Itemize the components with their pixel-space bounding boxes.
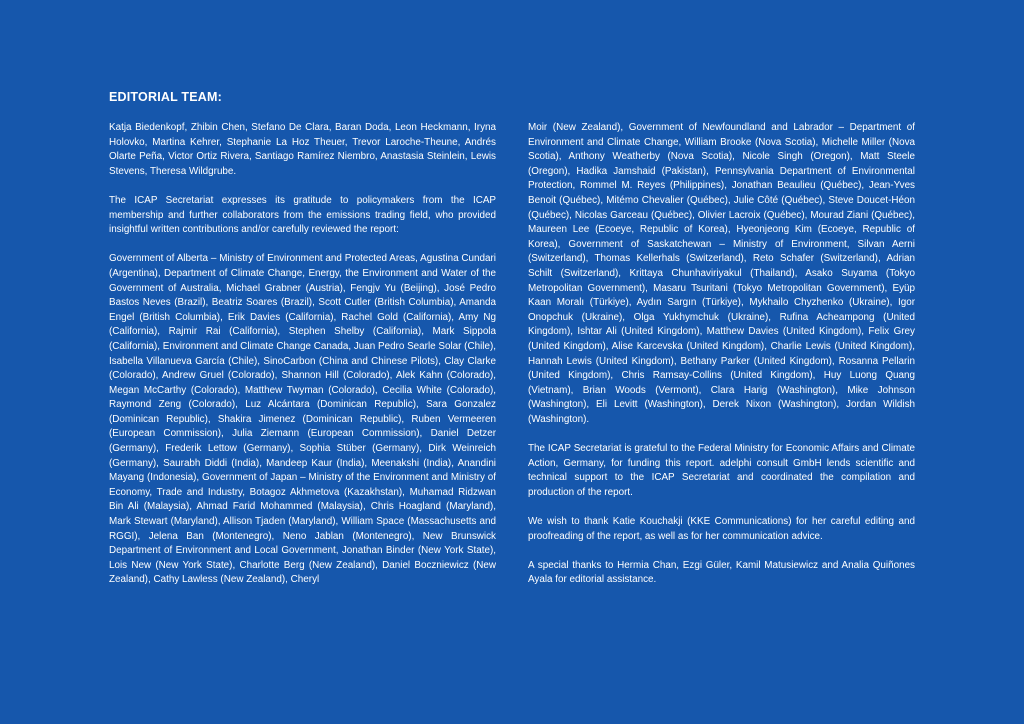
funding-paragraph: The ICAP Secretariat is grateful to the Federal Ministry for Economic Affairs and Climate Action, Germany, for funding this report. adelphi consult GmbH lends scientific and technical support to the ICAP Secretariat and coordinated the compilation and production of the report.: [528, 443, 915, 498]
team-members-paragraph: Katja Biedenkopf, Zhibin Chen, Stefano De Clara, Baran Doda, Leon Heckmann, Iryna Holovko, Martina Kehrer, Stephanie La Hoz Theuer, Trevor Laroche-Theune, Andrés Olarte Peña, Victor Ortiz Rivera, Santiago Ramírez Niembro, Anastasia Steinlein, Lewis Stevens, Theresa Wildgrube.: [109, 122, 496, 177]
left-column: [109, 121, 496, 603]
contributors-paragraph-part2: Moir (New Zealand), Government of Newfoundland and Labrador – Department of Environment and Climate Change, William Brooke (Nova Scotia), Michelle Miller (Nova Scotia), Anthony Weatherby (Nova Scotia), Nicole Singh (Oregon), Matt Steele (Oregon), Hadika Jamshaid (Pakistan), Pennsylvania Department of Environmental Protection, Rommel M. Reyes (Philippines), Jonathan Beaulieu (Québec), Jean-Yves Benoit (Québec), Mitémo Chevalier (Québec), Julie Côté (Québec), Steve Doucet-Héon (Québec), Nicolas Garceau (Québec), Olivier Lacroix (Québec), Mourad Ziani (Québec), Maureen Lee (Ecoeye, Republic of Korea), Hyeonjeong Kim (Ecoeye, Republic of Korea), Government of Saskatchewan – Ministry of Environment, Silvan Aerni (Switzerland), Thomas Kellerhals (Switzerland), Reto Schafer (Switzerland), Adrian Schilt (Switzerland), Krittaya Chunhaviriyakul (Thailand), Asako Suyama (Tokyo Metropolitan Government), Masaru Tsuritani (Tokyo Metropolitan Government), Eyüp Kaan Moralı (Türkiye), Aydın Sargın (Türkiye), Mykhailo Chyzhenko (Ukraine), Igor Onopchuk (Ukraine), Olga Yukhymchuk (Ukraine), Rufina Acheampong (United Kingdom), Ishtar Ali (United Kingdom), Matthew Davies (United Kingdom), Felix Grey (United Kingdom), Alise Karcevska (United Kingdom), Charlie Lewis (United Kingdom), Hannah Lewis (United Kingdom), Bethany Parker (United Kingdom), Rosanna Pellarin (United Kingdom), Chris Ramsay-Collins (United Kingdom), Huy Luong Quang (Vietnam), Brian Woods (Vermont), Clara Harig (Washington), Mike Johnson (Washington), Eli Levitt (Washington), Derek Nixon (Washington), Jordan Wildish (Washington).: [528, 122, 915, 425]
editorial-team-heading: EDITORIAL TEAM:: [109, 90, 222, 104]
editing-thanks-paragraph: We wish to thank Katie Kouchakji (KKE Communications) for her careful editing and proofreading of the report, as well as for her communication advice.: [528, 516, 915, 542]
right-column: [528, 121, 915, 603]
special-thanks-paragraph: A special thanks to Hermia Chan, Ezgi Güler, Kamil Matusiewicz and Analia Quiñones Ayala for editorial assistance.: [528, 559, 915, 586]
contributors-paragraph-part1: Government of Alberta – Ministry of Environment and Protected Areas, Agustina Cundari (Argentina), Department of Climate Change, Energy, the Environment and Water of the Government of Australia, Michael Grabner (Austria), Fengjv Yu (Beijing), José Pedro Bastos Neves (Brazil), Beatriz Soares (Brazil), Scott Cutler (British Columbia), Amanda Engel (British Columbia), Erik Davies (California), Rachel Gold (California), Amy Ng (California), Rajmir Rai (California), Stephen Shelby (California), Mark Sippola (California), Environment and Climate Change Canada, Juan Pedro Searle Solar (Chile), Isabella Villanueva García (Chile), SinoCarbon (China and Chinese Pilots), Clay Clarke (Colorado), Andrew Gruel (Colorado), Shannon Hill (Colorado), Alek Kahn (Colorado), Megan McCarthy (Colorado), Matthew Twyman (Colorado), Cecilia White (Colorado), Raymond Zeng (Colorado), Luz Alcántara (Dominican Republic), Sara Gonzalez (Dominican Republic), Shakira Jimenez (Dominican Republic), Ruben Vermeeren (European Commission), Julia Ziemann (European Commission), Daniel Detzer (Germany), Frederik Lettow (Germany), Sophia Stüber (Germany), Dirk Weinreich (Germany), Saurabh Diddi (India), Mandeep Kaur (India), Meenakshi (India), Anandini Mayang (Indonesia), Government of Japan – Ministry of the Environment and Ministry of Economy, Trade and Industry, Botagoz Akhmetova (Kazakhstan), Muhamad Ridzwan Bin Ali (Malaysia), Ahmad Farid Mohammed (Malaysia), Chris Hoagland (Maryland), Mark Stewart (Maryland), Allison Tjaden (Maryland), William Space (Massachusetts and RGGI), Jelena Ban (Montenegro), Neno Jablan (Montenegro), New Brunswick Department of Environment and Local Government, Jonathan Binder (New York State), Lois New (New York State), Charlotte Berg (New Zealand), Daniel Boczniewicz (New Zealand), Cathy Lawless (New Zealand), Cheryl: [109, 253, 496, 586]
gratitude-paragraph: The ICAP Secretariat expresses its gratitude to policymakers from the ICAP membership and further collaborators from the emissions trading field, who provided insightful written contributions and/or carefully reviewed the report:: [109, 194, 496, 236]
